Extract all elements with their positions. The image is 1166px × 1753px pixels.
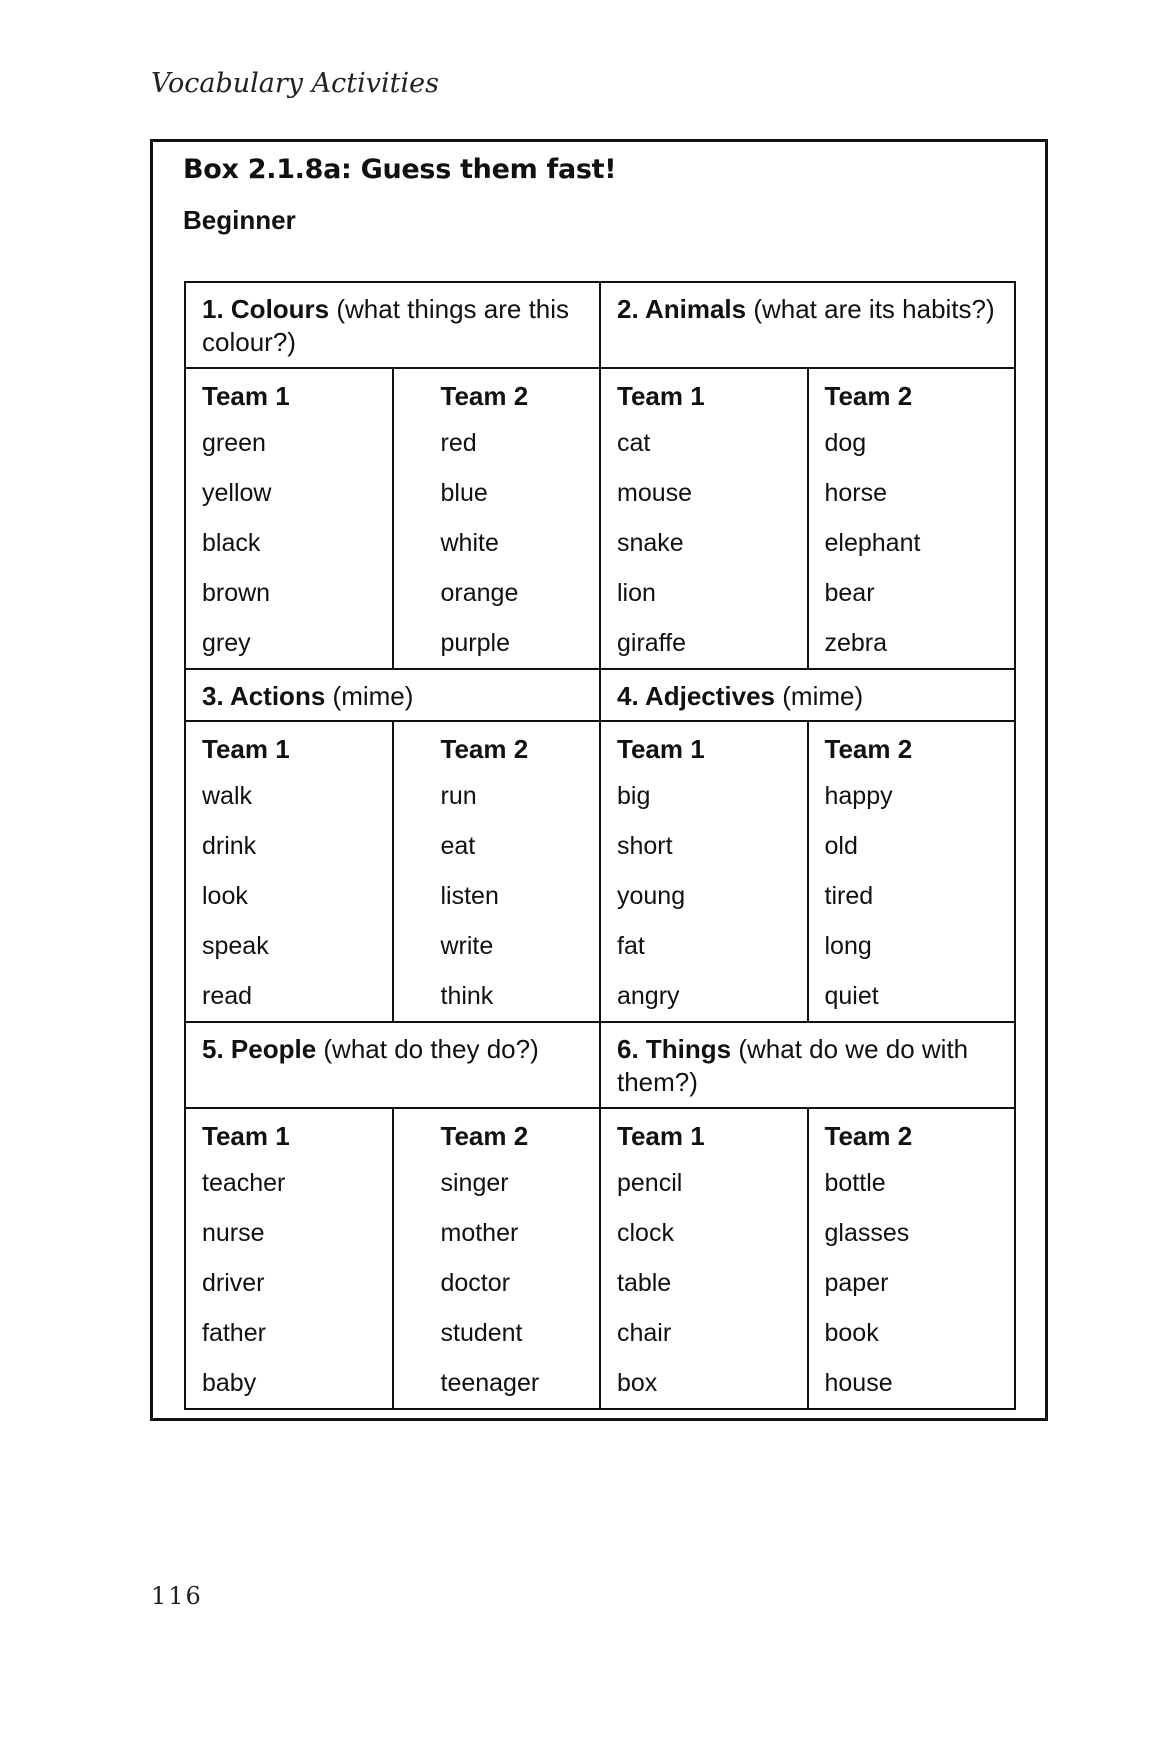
team1-label: Team 1 (202, 381, 290, 411)
team1-word-list (600, 1108, 808, 1409)
team1-label: Team 1 (617, 381, 705, 411)
page-number: 116 (151, 1582, 203, 1610)
vocabulary-word: cat (617, 429, 651, 457)
category-title: 2. Animals (617, 294, 747, 324)
vocabulary-word: pencil (617, 1169, 683, 1197)
vocabulary-word: long (824, 932, 872, 960)
vocabulary-word: blue (440, 479, 488, 507)
vocabulary-word: lion (617, 579, 656, 607)
vocabulary-word: clock (617, 1219, 674, 1247)
vocabulary-word: yellow (202, 479, 272, 507)
vocabulary-word: walk (202, 782, 253, 810)
vocabulary-word: think (440, 982, 494, 1010)
vocabulary-word: purple (440, 629, 510, 657)
vocabulary-word: elephant (824, 529, 921, 557)
category-heading (600, 669, 1015, 721)
vocabulary-word: baby (202, 1369, 257, 1397)
category-heading (600, 1022, 1015, 1108)
vocabulary-word: white (440, 529, 499, 557)
category-instruction: (what do we do with them?) (617, 1034, 969, 1097)
vocabulary-word: angry (617, 982, 680, 1010)
vocabulary-word: fat (617, 932, 645, 960)
vocabulary-word: speak (202, 932, 269, 960)
category-instruction: (what do they do?) (323, 1034, 539, 1064)
team2-label: Team 2 (440, 381, 529, 411)
vocabulary-word: bottle (824, 1169, 886, 1197)
team1-label: Team 1 (617, 1121, 705, 1151)
team1-word-list (600, 368, 808, 669)
team2-word-list (393, 1108, 601, 1409)
vocabulary-word: zebra (824, 629, 888, 657)
category-title: 4. Adjectives (617, 681, 776, 711)
vocabulary-word: read (202, 982, 253, 1010)
vocabulary-word: doctor (440, 1269, 510, 1297)
vocabulary-word: brown (202, 579, 271, 607)
vocabulary-word: big (617, 782, 651, 810)
team1-word-list (600, 721, 808, 1022)
activity-box (150, 139, 1048, 1421)
vocabulary-word: orange (440, 579, 519, 607)
category-row (185, 1022, 1015, 1108)
category-instruction: (what things are this colour?) (202, 294, 570, 357)
category-title: 3. Actions (202, 681, 326, 711)
vocabulary-word: driver (202, 1269, 265, 1297)
category-row (185, 282, 1015, 368)
category-heading (185, 1022, 600, 1108)
vocabulary-word: happy (824, 782, 893, 810)
category-title: 5. People (202, 1034, 317, 1064)
category-row (185, 669, 1015, 721)
vocabulary-word: drink (202, 832, 257, 860)
team1-word-list (185, 721, 393, 1022)
category-instruction: (what are its habits?) (753, 294, 995, 324)
team2-label: Team 2 (824, 1121, 913, 1151)
vocabulary-word: chair (617, 1319, 672, 1347)
vocabulary-word: bear (824, 579, 875, 607)
vocabulary-word: listen (440, 882, 499, 910)
vocabulary-word: horse (824, 479, 888, 507)
running-head: Vocabulary Activities (151, 68, 439, 99)
vocabulary-word: snake (617, 529, 684, 557)
vocabulary-word: young (617, 882, 686, 910)
vocabulary-word: grey (202, 629, 251, 657)
vocabulary-word: box (617, 1369, 658, 1397)
vocabulary-word: house (824, 1369, 893, 1397)
vocabulary-word: nurse (202, 1219, 265, 1247)
category-instruction: (mime) (782, 681, 864, 711)
team2-word-list (393, 721, 601, 1022)
vocabulary-word: quiet (824, 982, 879, 1010)
team1-word-list (185, 368, 393, 669)
vocabulary-word: run (440, 782, 477, 810)
vocabulary-word: look (202, 882, 248, 910)
vocabulary-word: book (824, 1319, 879, 1347)
vocabulary-word: write (440, 932, 494, 960)
team2-label: Team 2 (440, 734, 529, 764)
vocabulary-word: black (202, 529, 261, 557)
level-label: Beginner (183, 205, 296, 235)
vocabulary-word: dog (824, 429, 867, 457)
category-title: 1. Colours (202, 294, 330, 324)
vocabulary-word: giraffe (617, 629, 687, 657)
team2-word-list (393, 368, 601, 669)
team2-word-list (808, 721, 1016, 1022)
box-title: Box 2.1.8a: Guess them fast! (183, 154, 617, 185)
vocabulary-word: old (824, 832, 858, 860)
team2-label: Team 2 (440, 1121, 529, 1151)
vocabulary-word: glasses (824, 1219, 910, 1247)
team1-label: Team 1 (202, 734, 290, 764)
team2-label: Team 2 (824, 381, 913, 411)
word-list-row (185, 721, 1015, 1022)
team2-label: Team 2 (824, 734, 913, 764)
vocabulary-word: red (440, 429, 477, 457)
vocabulary-word: paper (824, 1269, 889, 1297)
vocabulary-word: father (202, 1319, 266, 1347)
category-heading (600, 282, 1015, 368)
team1-word-list (185, 1108, 393, 1409)
vocabulary-word: eat (440, 832, 476, 860)
vocabulary-grid (184, 281, 1016, 1410)
team2-word-list (808, 368, 1016, 669)
vocabulary-word: teacher (202, 1169, 286, 1197)
vocabulary-word: tired (824, 882, 874, 910)
vocabulary-word: table (617, 1269, 672, 1297)
category-heading (185, 669, 600, 721)
vocabulary-word: short (617, 832, 673, 860)
category-instruction: (mime) (332, 681, 414, 711)
vocabulary-word: mouse (617, 479, 693, 507)
word-list-row (185, 1108, 1015, 1409)
vocabulary-word: mother (440, 1219, 519, 1247)
category-heading (185, 282, 600, 368)
team2-word-list (808, 1108, 1016, 1409)
vocabulary-word: teenager (440, 1369, 540, 1397)
vocabulary-word: student (440, 1319, 523, 1347)
word-list-row (185, 368, 1015, 669)
vocabulary-word: singer (440, 1169, 509, 1197)
team1-label: Team 1 (202, 1121, 290, 1151)
category-title: 6. Things (617, 1034, 732, 1064)
team1-label: Team 1 (617, 734, 705, 764)
vocabulary-word: green (202, 429, 266, 457)
